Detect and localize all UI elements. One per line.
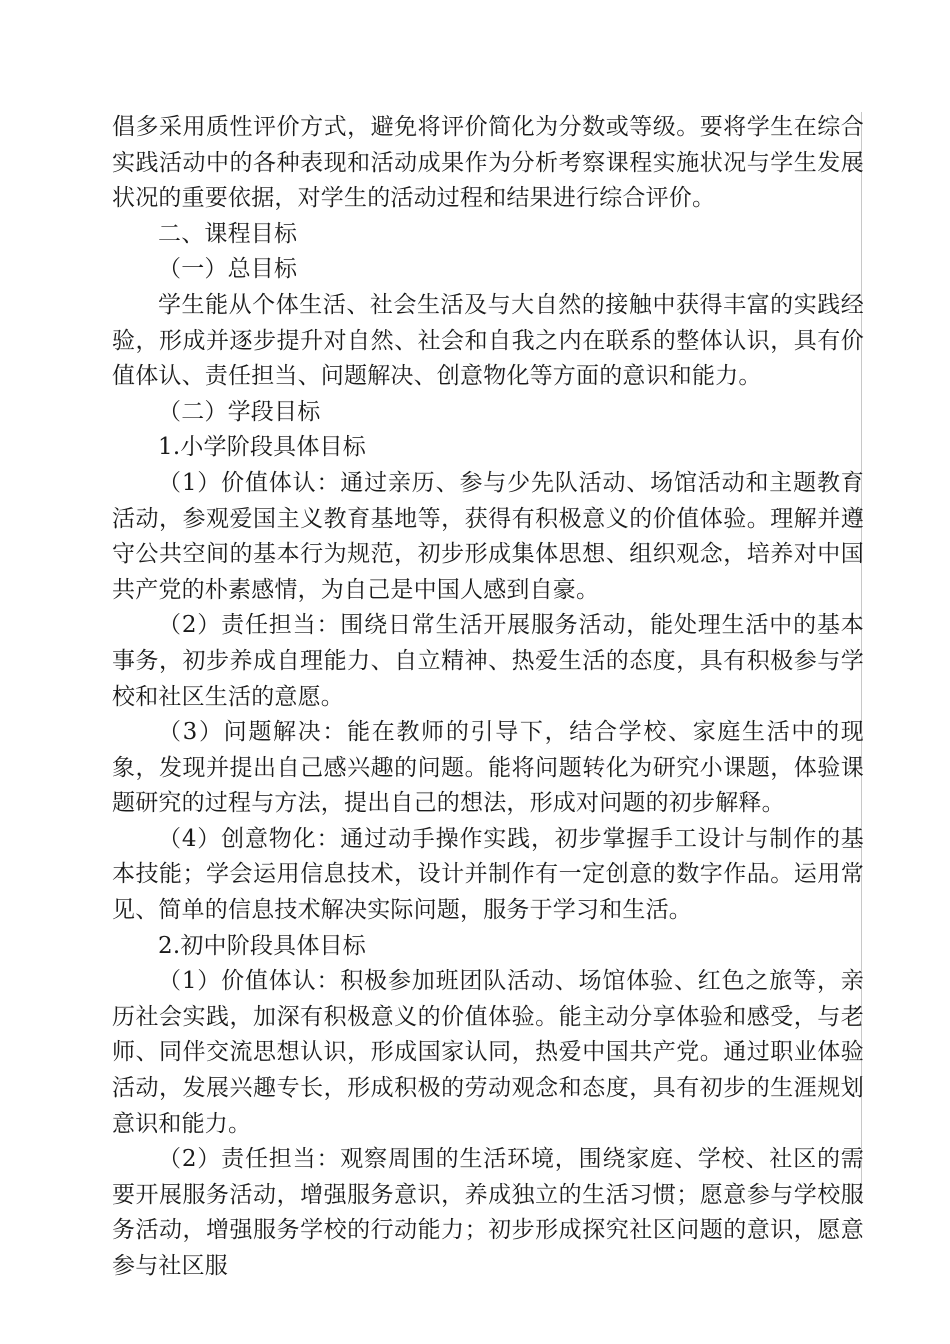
paragraph-middle-value: （1）价值体认：积极参加班团队活动、场馆体验、红色之旅等，亲历社会实践，加深有积极意义的价值体验。能主动分享体验和感受，与老师、同伴交流思想认识，形成国家认同，热爱中国共产党。通过职业体验活动，发展兴趣专长，形成积极的劳动观念和态度，具有初步的生涯规划意识和能力。	[112, 968, 864, 1137]
paragraph-primary-problem-solving: （3）问题解决：能在教师的引导下，结合学校、家庭生活中的现象，发现并提出自己感兴趣的问题。能将问题转化为研究小课题，体验课题研究的过程与方法，提出自己的想法，形成对问题的初步解释。	[112, 719, 864, 817]
paragraph-overall-goal: 学生能从个体生活、社会生活及与大自然的接触中获得丰富的实践经验，形成并逐步提升对自然、社会和自我之内在联系的整体认识，具有价值体认、责任担当、问题解决、创意物化等方面的意识和能力。	[112, 291, 864, 390]
paragraph-evaluation-continued: 倡多采用质性评价方式，避免将评价简化为分数或等级。要将学生在综合实践活动中的各种表现和活动成果作为分析考察课程实施状况与学生发展状况的重要依据，对学生的活动过程和结果进行综合评价。	[112, 114, 864, 212]
subsection-heading-overall-goal: （一）总目标	[158, 256, 298, 283]
heading-primary-school-goals: 1.小学阶段具体目标	[158, 434, 366, 461]
paragraph-primary-creativity: （4）创意物化：通过动手操作实践，初步掌握手工设计与制作的基本技能；学会运用信息技术，设计并制作有一定创意的数字作品。运用常见、简单的信息技术解决实际问题，服务于学习和生活。	[112, 825, 864, 924]
paragraph-middle-responsibility: （2）责任担当：观察周围的生活环境，围绕家庭、学校、社区的需要开展服务活动，增强服务意识，养成独立的生活习惯；愿意参与学校服务活动，增强服务学校的行动能力；初步形成探究社区问题的意识，愿意参与社区服	[112, 1146, 864, 1279]
document-page	[112, 110, 864, 1285]
heading-middle-school-goals: 2.初中阶段具体目标	[158, 932, 366, 959]
subsection-heading-stage-goals: （二）学段目标	[158, 398, 321, 425]
section-heading-course-goals: 二、课程目标	[158, 220, 298, 247]
paragraph-primary-responsibility: （2）责任担当：围绕日常生活开展服务活动，能处理生活中的基本事务，初步养成自理能力、自立精神、热爱生活的态度，具有积极参与学校和社区生活的意愿。	[112, 612, 864, 710]
paragraph-primary-value: （1）价值体认：通过亲历、参与少先队活动、场馆活动和主题教育活动，参观爱国主义教育基地等，获得有积极意义的价值体验。理解并遵守公共空间的基本行为规范，初步形成集体思想、组织观念，培养对中国共产党的朴素感情，为自己是中国人感到自豪。	[112, 469, 864, 603]
